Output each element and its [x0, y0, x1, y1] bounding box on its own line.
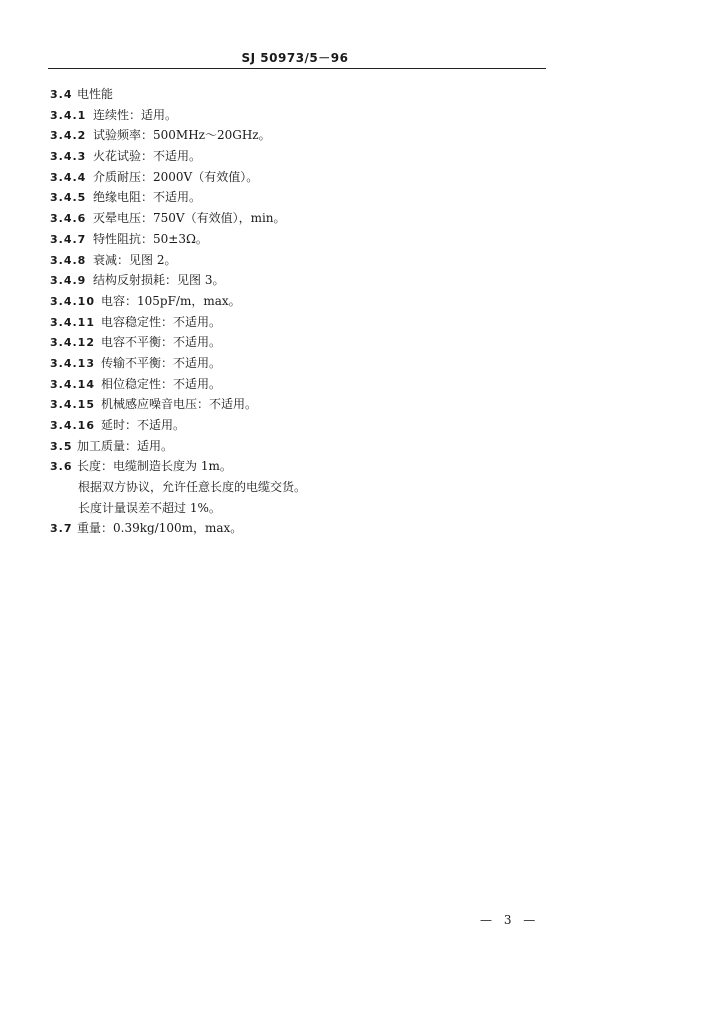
clause-text: 介质耐压：2000V（有效值）。	[93, 169, 259, 184]
clause-text: 长度计量误差不超过 1%。	[78, 500, 221, 515]
clause-text: 加工质量：适用。	[77, 438, 174, 453]
clause-text: 灭晕电压：750V（有效值），min。	[93, 211, 286, 226]
clause-text: 结构反射损耗：见图 3。	[93, 273, 225, 288]
clause-text: 绝缘电阻：不适用。	[93, 190, 202, 205]
clause-line	[50, 374, 306, 395]
clause-number: 3.4.10	[50, 294, 95, 308]
clause-number: 3.4.5	[50, 191, 87, 205]
clause-number: 3.4.7	[50, 232, 87, 246]
clause-text: 特性阻抗：50±3Ω。	[93, 231, 208, 246]
clause-number: 3.4.14	[50, 377, 95, 391]
clause-text: 火花试验：不适用。	[93, 149, 202, 164]
clause-continuation-line	[50, 477, 306, 498]
page-number: — 3 —	[480, 913, 540, 927]
clause-text: 机械感应噪音电压：不适用。	[101, 397, 258, 412]
clause-line	[50, 250, 306, 271]
clause-number: 3.4.4	[50, 170, 87, 184]
clause-number: 3.6	[50, 460, 73, 474]
clause-line	[50, 167, 306, 188]
clause-text: 根据双方协议，允许任意长度的电缆交货。	[78, 480, 307, 495]
clause-number: 3.4.3	[50, 150, 87, 164]
clause-number: 3.4.6	[50, 212, 87, 226]
clause-line	[50, 84, 306, 105]
clause-line	[50, 312, 306, 333]
header-rule	[48, 68, 546, 69]
clause-line	[50, 229, 306, 250]
document-code: SJ 50973/5－96	[241, 51, 349, 65]
clause-line	[50, 415, 306, 436]
clause-number: 3.4.11	[50, 315, 95, 329]
clause-text: 重量：0.39kg/100m，max。	[77, 521, 243, 536]
clause-number: 3.4.12	[50, 336, 95, 350]
clause-text: 衰减：见图 2。	[93, 252, 177, 267]
clause-text: 连续性：适用。	[93, 107, 178, 122]
clause-number: 3.5	[50, 439, 73, 453]
clause-number: 3.4.15	[50, 398, 95, 412]
clause-number: 3.4.8	[50, 253, 87, 267]
clause-text: 电容稳定性：不适用。	[101, 314, 222, 329]
clause-line	[50, 332, 306, 353]
clause-line	[50, 394, 306, 415]
clause-line	[50, 270, 306, 291]
clause-text: 传输不平衡：不适用。	[101, 355, 222, 370]
clause-line	[50, 208, 306, 229]
clause-line	[50, 353, 306, 374]
clause-text: 电容不平衡：不适用。	[101, 335, 222, 350]
clause-line	[50, 291, 306, 312]
clause-line	[50, 187, 306, 208]
clause-number: 3.4	[50, 88, 73, 101]
clause-line	[50, 518, 306, 539]
clause-line	[50, 125, 306, 146]
clause-list	[50, 84, 306, 539]
clause-line	[50, 146, 306, 167]
clause-line	[50, 456, 306, 477]
clause-number: 3.4.9	[50, 274, 87, 288]
clause-text: 电容：105pF/m，max。	[101, 293, 241, 308]
clause-text: 相位稳定性：不适用。	[101, 376, 222, 391]
clause-text: 试验频率：500MHz～20GHz。	[93, 128, 271, 143]
clause-line	[50, 436, 306, 457]
clause-number: 3.4.1	[50, 108, 87, 122]
clause-number: 3.7	[50, 522, 73, 536]
clause-line	[50, 105, 306, 126]
clause-text: 电性能	[77, 87, 114, 101]
clause-number: 3.4.13	[50, 356, 95, 370]
clause-number: 3.4.16	[50, 419, 95, 432]
clause-number: 3.4.2	[50, 129, 87, 143]
clause-text: 长度：电缆制造长度为 1m。	[77, 459, 232, 474]
clause-continuation-line	[50, 498, 306, 519]
clause-text: 延时：不适用。	[101, 418, 186, 432]
